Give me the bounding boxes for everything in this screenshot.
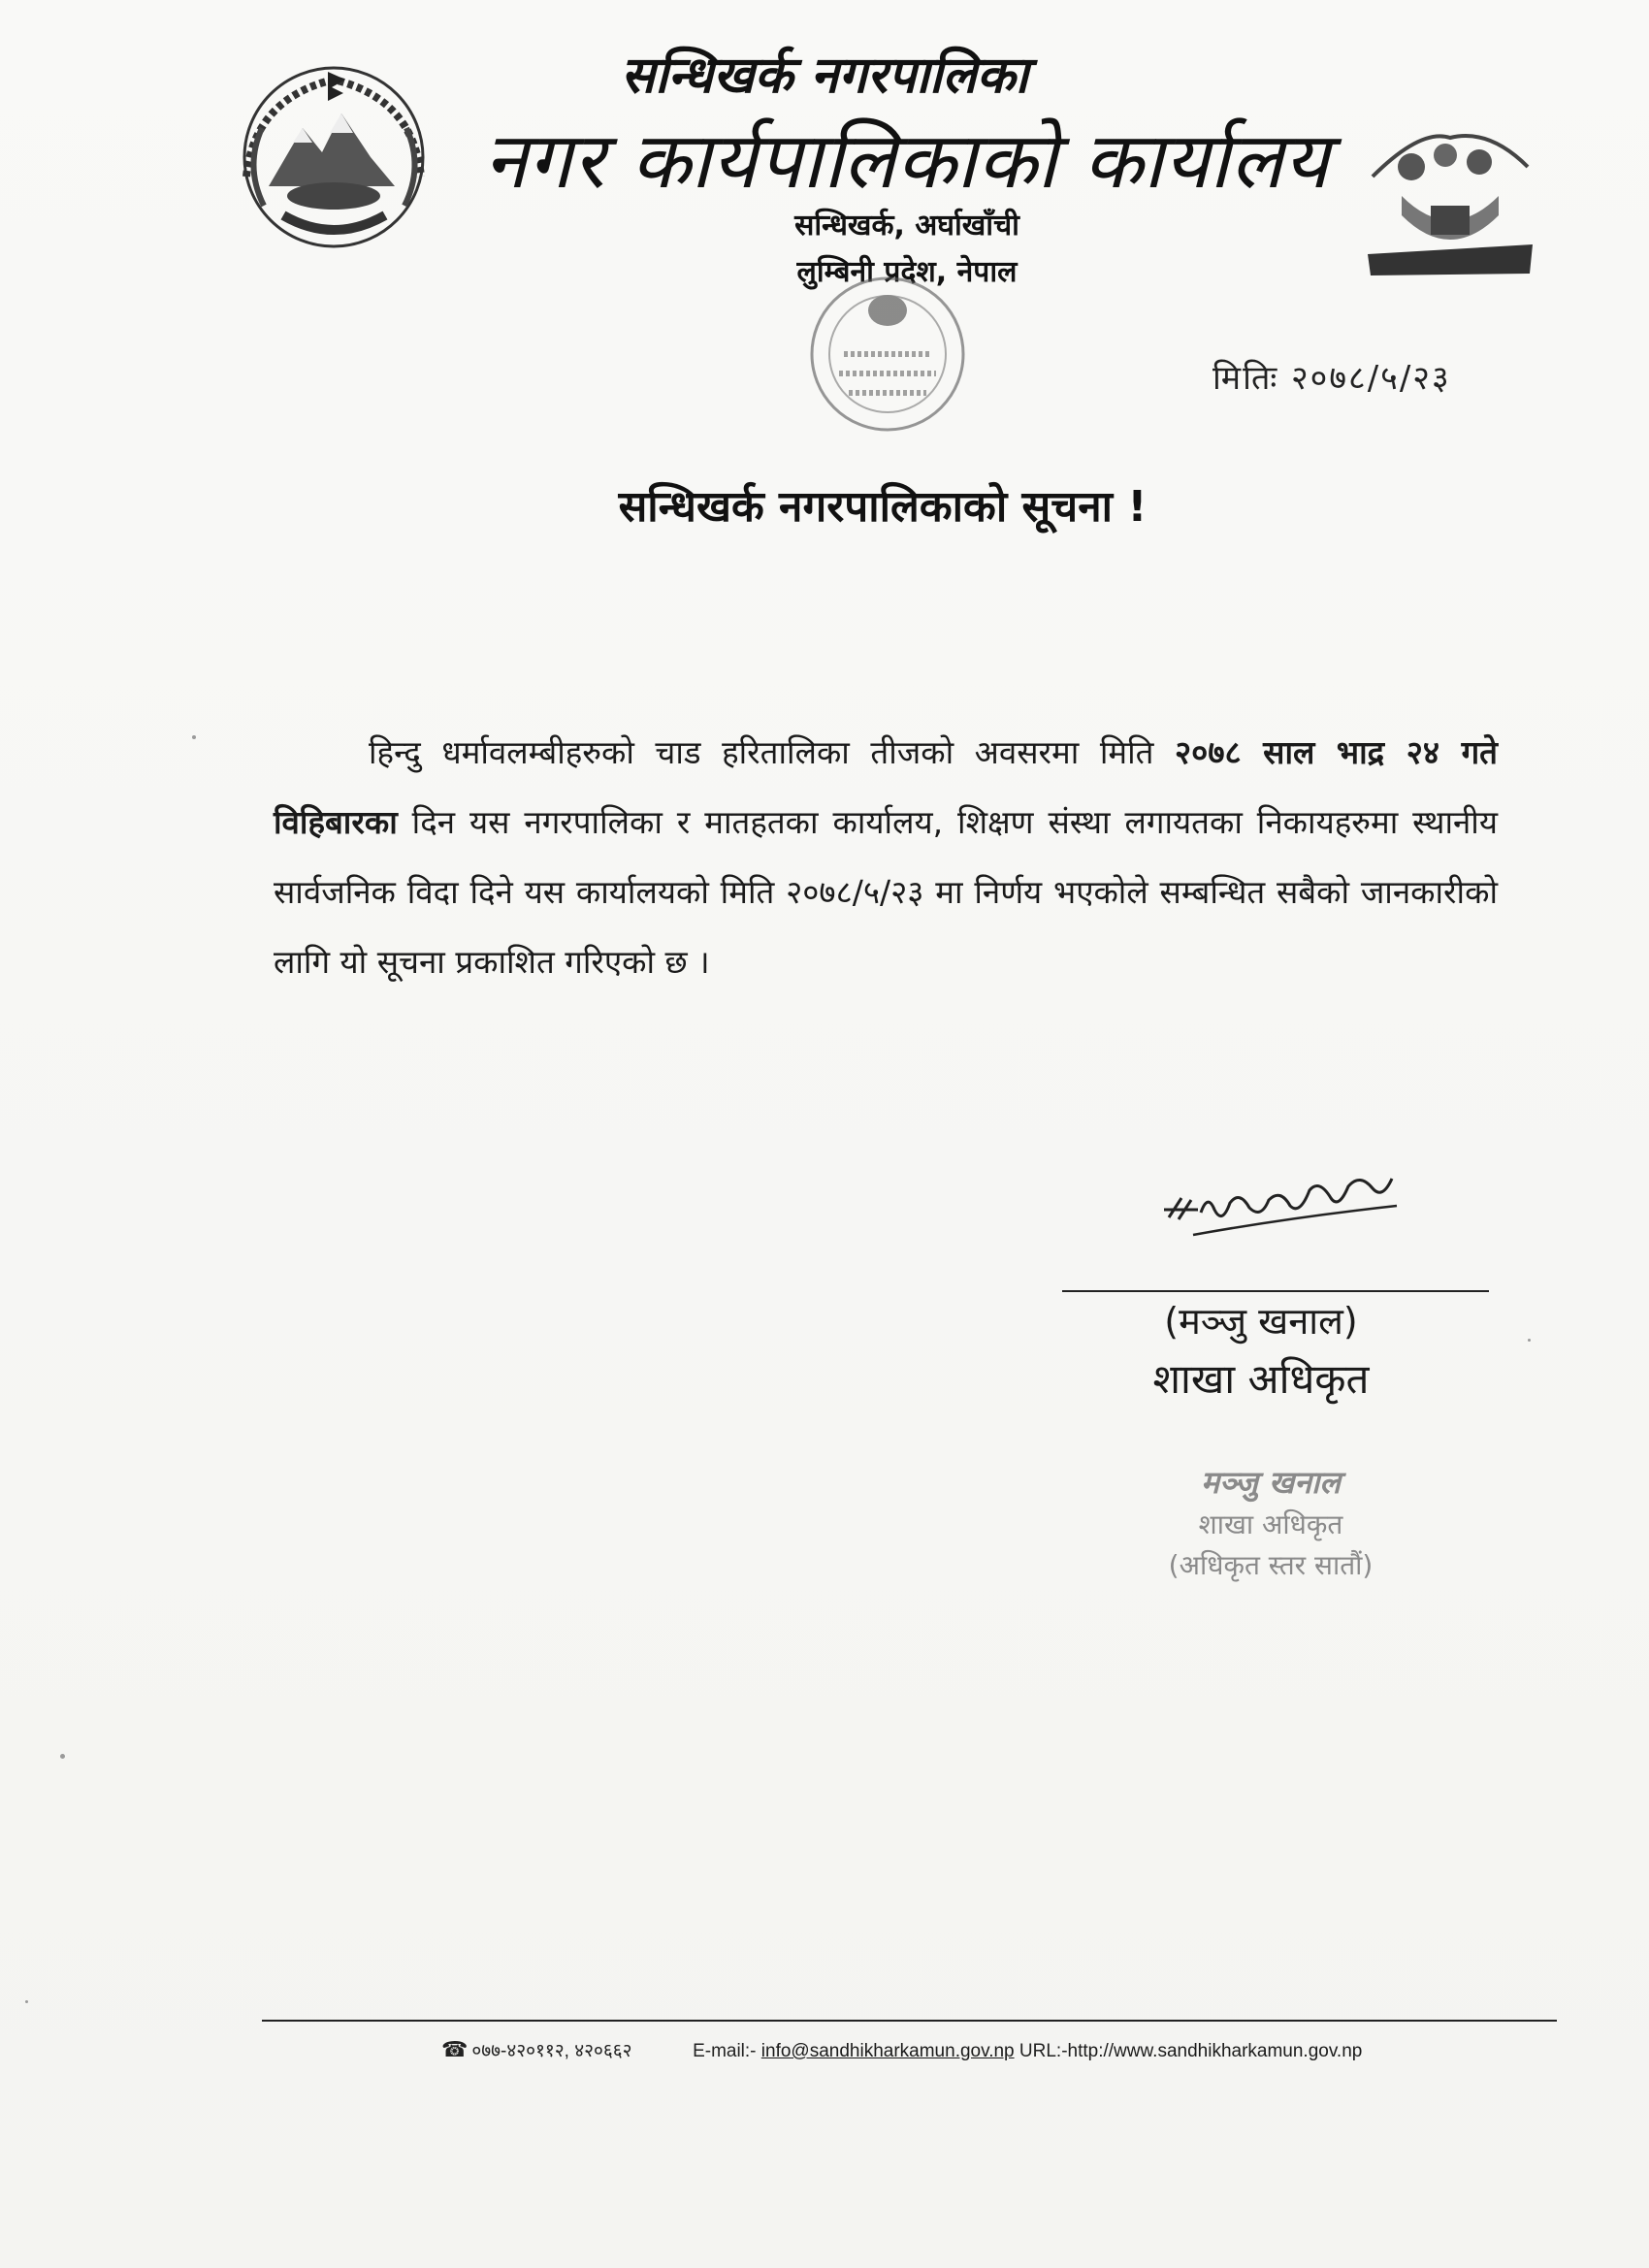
footer-email-link[interactable]: info@sandhikharkamun.gov.np	[760, 2041, 1015, 2061]
signatory-title: शाखा अधिकृत	[1152, 1355, 1370, 1403]
phone-icon: ☎	[441, 2037, 469, 2061]
office-name: नगर कार्यपालिकाको कार्यालय	[484, 115, 1330, 206]
footer-url-label: URL:-	[1018, 2041, 1068, 2061]
stamp-title: शाखा अधिकृत	[1198, 1508, 1343, 1540]
notice-body	[274, 718, 1498, 997]
footer-phone: ०७७-४२०११२, ४२०६६२	[471, 2041, 632, 2061]
signature-line	[1062, 1290, 1489, 1292]
scan-speck	[1528, 1339, 1531, 1342]
signature-icon	[1154, 1150, 1416, 1256]
office-stamp-icon	[786, 272, 989, 437]
scan-speck	[192, 735, 196, 739]
body-part-2: दिन यस नगरपालिका र मातहतका कार्यालय, शिक्षण संस्था लगायतका निकायहरुमा स्थानीय सार्वजनिक विदा दिने यस कार्यालयको मिति २०७८/५/२३ मा निर्णय भएकोले सम्बन्धित सबैको जानकारीको लागि यो सूचना प्रकाशित गरिएको छ ।	[274, 803, 1498, 981]
address-line-1: सन्धिखर्क, अर्घाखाँची	[794, 209, 1019, 243]
org-name: सन्धिखर्क नगरपालिका	[620, 47, 1029, 105]
footer-rule	[262, 2020, 1557, 2022]
nepal-emblem-icon	[225, 60, 443, 254]
notice-title: सन्धिखर्क नगरपालिकाको सूचना !	[618, 482, 1148, 532]
footer-url-link[interactable]: http://www.sandhikharkamun.gov.np	[1067, 2041, 1363, 2061]
scan-speck	[60, 1754, 65, 1759]
body-part-1: हिन्दु धर्मावलम्बीहरुको चाड हरितालिका तीजको अवसरमा मिति	[369, 733, 1175, 771]
notice-date: मितिः २०७८/५/२३	[1212, 359, 1451, 398]
scan-speck	[25, 2000, 28, 2003]
address-line-2: लुम्बिनी प्रदेश, नेपाल	[796, 255, 1018, 289]
officer-stamp	[1116, 1460, 1426, 1586]
body-bold-date: २०७८ साल भाद्र २४ गते विहिबारका	[274, 733, 1498, 841]
footer	[441, 2037, 1557, 2062]
signatory-name: (मञ्जु खनाल)	[1164, 1300, 1358, 1343]
stamp-rank: (अधिकृत स्तर सातौं)	[1168, 1549, 1374, 1581]
stamp-name: मञ्जु खनाल	[1201, 1464, 1341, 1501]
municipality-logo-icon	[1363, 109, 1537, 278]
footer-email-label: E-mail:-	[693, 2041, 757, 2061]
